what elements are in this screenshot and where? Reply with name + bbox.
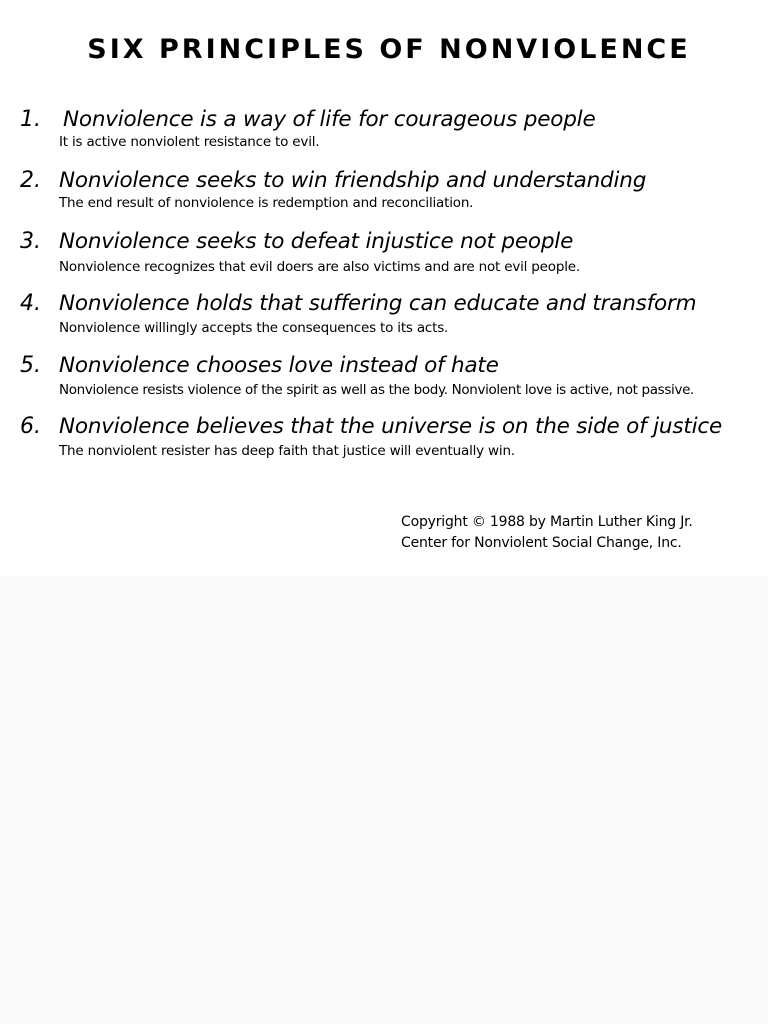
principle-number: 4. [20, 291, 41, 316]
page-title: SIX PRINCIPLES OF NONVIOLENCE [87, 34, 691, 65]
principle-heading: Nonviolence is a way of life for courageous people [63, 107, 596, 132]
principle-number: 5. [20, 353, 41, 378]
principle-heading: Nonviolence seeks to win friendship and understanding [59, 168, 647, 193]
principle-description: The nonviolent resister has deep faith that justice will eventually win. [59, 443, 515, 459]
principle-description: The end result of nonviolence is redemption and reconciliation. [59, 195, 474, 211]
principle-number: 3. [20, 229, 41, 254]
principle-heading: Nonviolence holds that suffering can educate and transform [59, 291, 697, 316]
copyright-organization: Center for Nonviolent Social Change, Inc. [401, 535, 682, 551]
principle-description: Nonviolence recognizes that evil doers are also victims and are not evil people. [59, 259, 580, 275]
principle-number: 1. [20, 107, 41, 132]
copyright-line: Copyright © 1988 by Martin Luther King Jr. [401, 514, 693, 530]
principle-description: Nonviolence resists violence of the spirit as well as the body. Nonviolent love is active, not passive. [59, 382, 694, 398]
principle-heading: Nonviolence chooses love instead of hate [59, 353, 499, 378]
principle-description: Nonviolence willingly accepts the consequences to its acts. [59, 320, 449, 336]
principle-number: 6. [20, 414, 41, 439]
principle-heading: Nonviolence believes that the universe is on the side of justice [59, 414, 722, 439]
principle-description: It is active nonviolent resistance to evil. [59, 134, 320, 150]
principle-heading: Nonviolence seeks to defeat injustice not people [59, 229, 574, 254]
principle-number: 2. [20, 168, 41, 193]
copyright-notice [401, 512, 693, 554]
